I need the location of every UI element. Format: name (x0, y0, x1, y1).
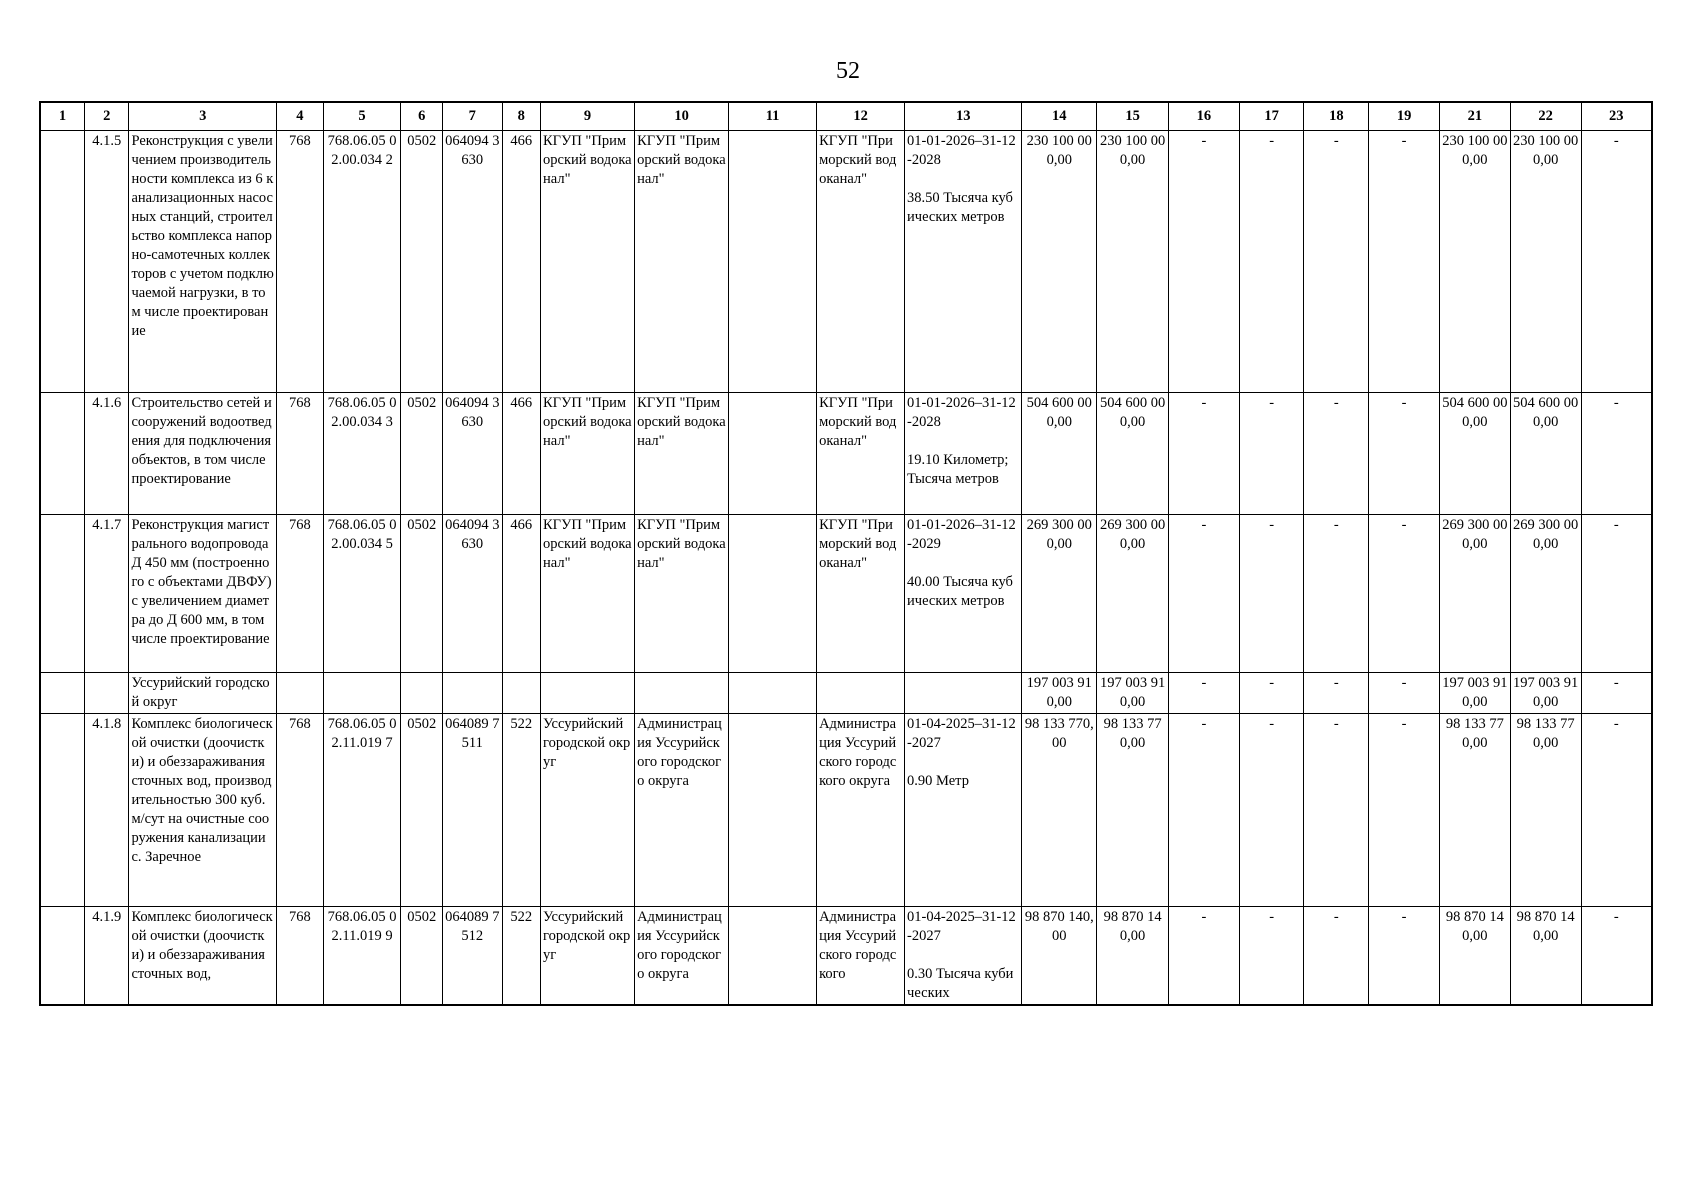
cell-c8: 466 (502, 515, 540, 673)
cell-c12: Администрация Уссурийского городского округа (817, 714, 905, 907)
cell-c11 (729, 714, 817, 907)
cell-c11 (729, 515, 817, 673)
column-header: 9 (541, 102, 635, 131)
cell-c22: 504 600 000,00 (1510, 393, 1581, 515)
period-text: 01-01-2026–31-12-2029 (907, 517, 1016, 552)
cell-c15: 230 100 000,00 (1097, 131, 1169, 393)
cell-c14: 197 003 910,00 (1022, 673, 1097, 714)
cell-col-1 (40, 515, 84, 673)
cell-c15: 197 003 910,00 (1097, 673, 1169, 714)
cell-c12: КГУП "Приморский водоканал" (817, 515, 905, 673)
table-row (40, 673, 1652, 714)
cell-c15: 98 870 140,00 (1097, 907, 1169, 1006)
cell-c14: 230 100 000,00 (1022, 131, 1097, 393)
cell-c22: 197 003 910,00 (1510, 673, 1581, 714)
page-number: 52 (836, 58, 860, 84)
cell-c7: 064089 7512 (442, 907, 502, 1006)
cell-c6: 0502 (401, 393, 442, 515)
cell-c15: 504 600 000,00 (1097, 393, 1169, 515)
cell-c19: - (1369, 515, 1440, 673)
cell-c22: 230 100 000,00 (1510, 131, 1581, 393)
column-header: 2 (84, 102, 128, 131)
cell-c7 (442, 673, 502, 714)
cell-period-capacity (905, 393, 1022, 515)
cell-c4 (277, 673, 324, 714)
cell-c8: 466 (502, 131, 540, 393)
cell-name: Уссурийский городской округ (129, 673, 277, 714)
cell-c11 (729, 907, 817, 1006)
column-header: 4 (277, 102, 324, 131)
cell-c21: 197 003 910,00 (1439, 673, 1510, 714)
cell-c23: - (1581, 515, 1652, 673)
period-text: 01-01-2026–31-12-2028 (907, 395, 1016, 430)
cell-c9: Уссурийский городской округ (541, 714, 635, 907)
capacity-text: 38.50 Тысяча кубических метров (907, 190, 1013, 225)
cell-number: 4.1.8 (84, 714, 128, 907)
column-header: 14 (1022, 102, 1097, 131)
cell-c16: - (1168, 515, 1239, 673)
cell-c15: 269 300 000,00 (1097, 515, 1169, 673)
cell-c17: - (1239, 714, 1304, 907)
cell-c12: КГУП "Приморский водоканал" (817, 393, 905, 515)
cell-number: 4.1.9 (84, 907, 128, 1006)
cell-c14: 98 133 770,00 (1022, 714, 1097, 907)
cell-c17: - (1239, 673, 1304, 714)
cell-c23: - (1581, 393, 1652, 515)
cell-c10 (635, 673, 729, 714)
cell-c8 (502, 673, 540, 714)
cell-c17: - (1239, 131, 1304, 393)
cell-c22: 98 870 140,00 (1510, 907, 1581, 1006)
cell-c10: КГУП "Приморский водоканал" (635, 393, 729, 515)
capacity-text: 0.30 Тысяча кубических (907, 966, 1014, 1001)
cell-c6: 0502 (401, 131, 442, 393)
cell-c16: - (1168, 714, 1239, 907)
cell-c9: КГУП "Приморский водоканал" (541, 131, 635, 393)
cell-c18: - (1304, 714, 1369, 907)
period-text: 01-04-2025–31-12-2027 (907, 716, 1016, 751)
column-header: 5 (323, 102, 401, 131)
cell-c4: 768 (277, 393, 324, 515)
cell-c19: - (1369, 131, 1440, 393)
cell-c5 (323, 673, 401, 714)
capacity-text: 19.10 Километр; Тысяча метров (907, 452, 1009, 487)
table-row (40, 393, 1652, 515)
cell-c14: 269 300 000,00 (1022, 515, 1097, 673)
cell-c21: 98 133 770,00 (1439, 714, 1510, 907)
cell-c19: - (1369, 714, 1440, 907)
cell-number: 4.1.7 (84, 515, 128, 673)
cell-name: Комплекс биологической очистки (доочистки) и обеззараживания сточных вод, (129, 907, 277, 1006)
table-row (40, 131, 1652, 393)
cell-c4: 768 (277, 131, 324, 393)
cell-c23: - (1581, 907, 1652, 1006)
cell-c11 (729, 393, 817, 515)
cell-c10: Администрация Уссурийского городского округа (635, 714, 729, 907)
cell-c8: 466 (502, 393, 540, 515)
cell-c6: 0502 (401, 907, 442, 1006)
cell-c4: 768 (277, 515, 324, 673)
column-header: 19 (1369, 102, 1440, 131)
cell-name: Комплекс биологической очистки (доочистки) и обеззараживания сточных вод, производительностью 300 куб. м/сут на очистные сооружения канализации с. Заречное (129, 714, 277, 907)
cell-c5: 768.06.05 02.00.034 3 (323, 393, 401, 515)
cell-number: 4.1.5 (84, 131, 128, 393)
column-header: 16 (1168, 102, 1239, 131)
cell-c23: - (1581, 714, 1652, 907)
cell-c19: - (1369, 907, 1440, 1006)
cell-number (84, 673, 128, 714)
cell-c21: 98 870 140,00 (1439, 907, 1510, 1006)
cell-c6: 0502 (401, 515, 442, 673)
cell-c4: 768 (277, 714, 324, 907)
cell-c16: - (1168, 393, 1239, 515)
cell-c18: - (1304, 673, 1369, 714)
cell-c10: КГУП "Приморский водоканал" (635, 515, 729, 673)
cell-c22: 98 133 770,00 (1510, 714, 1581, 907)
cell-c12: КГУП "Приморский водоканал" (817, 131, 905, 393)
cell-c9: КГУП "Приморский водоканал" (541, 515, 635, 673)
cell-c5: 768.06.05 02.00.034 5 (323, 515, 401, 673)
cell-c19: - (1369, 393, 1440, 515)
cell-c18: - (1304, 131, 1369, 393)
cell-c4: 768 (277, 907, 324, 1006)
column-header: 15 (1097, 102, 1169, 131)
cell-c9: Уссурийский городской округ (541, 907, 635, 1006)
cell-c7: 064094 3630 (442, 131, 502, 393)
cell-c10: КГУП "Приморский водоканал" (635, 131, 729, 393)
cell-c21: 230 100 000,00 (1439, 131, 1510, 393)
cell-c7: 064089 7511 (442, 714, 502, 907)
cell-col-1 (40, 907, 84, 1006)
objects-table (39, 101, 1653, 1006)
cell-c17: - (1239, 515, 1304, 673)
column-header: 18 (1304, 102, 1369, 131)
cell-c8: 522 (502, 714, 540, 907)
period-text: 01-04-2025–31-12-2027 (907, 909, 1016, 944)
cell-col-1 (40, 673, 84, 714)
column-header: 23 (1581, 102, 1652, 131)
cell-c22: 269 300 000,00 (1510, 515, 1581, 673)
cell-period-capacity (905, 714, 1022, 907)
cell-c5: 768.06.05 02.11.019 7 (323, 714, 401, 907)
cell-c11 (729, 131, 817, 393)
capacity-text: 40.00 Тысяча кубических метров (907, 574, 1013, 609)
cell-name: Реконструкция с увеличением производительности комплекса из 6 канализационных насосных станций, строительство комплекса напорно-самотечных коллекторов с учетом подключаемой нагрузки, в том числе проектирование (129, 131, 277, 393)
header-row (40, 102, 1652, 131)
cell-c12 (817, 673, 905, 714)
cell-c18: - (1304, 515, 1369, 673)
cell-c15: 98 133 770,00 (1097, 714, 1169, 907)
cell-col-1 (40, 393, 84, 515)
cell-c21: 504 600 000,00 (1439, 393, 1510, 515)
cell-c18: - (1304, 907, 1369, 1006)
cell-number: 4.1.6 (84, 393, 128, 515)
cell-c23: - (1581, 673, 1652, 714)
cell-period-capacity (905, 131, 1022, 393)
column-header: 1 (40, 102, 84, 131)
cell-c5: 768.06.05 02.00.034 2 (323, 131, 401, 393)
column-header: 7 (442, 102, 502, 131)
cell-c17: - (1239, 393, 1304, 515)
column-header: 17 (1239, 102, 1304, 131)
cell-col-1 (40, 131, 84, 393)
cell-c7: 064094 3630 (442, 393, 502, 515)
cell-c10: Администрация Уссурийского городского округа (635, 907, 729, 1006)
cell-c6: 0502 (401, 714, 442, 907)
cell-col-1 (40, 714, 84, 907)
column-header: 10 (635, 102, 729, 131)
cell-c19: - (1369, 673, 1440, 714)
cell-name: Реконструкция магистрального водопровода Д 450 мм (построенного с объектами ДВФУ) с увеличением диаметра до Д 600 мм, в том числе проектирование (129, 515, 277, 673)
cell-c14: 98 870 140,00 (1022, 907, 1097, 1006)
cell-c16: - (1168, 131, 1239, 393)
cell-c9: КГУП "Приморский водоканал" (541, 393, 635, 515)
cell-c7: 064094 3630 (442, 515, 502, 673)
column-header: 22 (1510, 102, 1581, 131)
table-row (40, 714, 1652, 907)
column-header: 13 (905, 102, 1022, 131)
table-row (40, 907, 1652, 1006)
column-header: 12 (817, 102, 905, 131)
capacity-text: 0.90 Метр (907, 773, 969, 789)
cell-c12: Администрация Уссурийского городского (817, 907, 905, 1006)
cell-c8: 522 (502, 907, 540, 1006)
cell-period-capacity (905, 515, 1022, 673)
cell-c5: 768.06.05 02.11.019 9 (323, 907, 401, 1006)
cell-period-capacity (905, 673, 1022, 714)
cell-c16: - (1168, 673, 1239, 714)
cell-c6 (401, 673, 442, 714)
cell-c23: - (1581, 131, 1652, 393)
column-header: 3 (129, 102, 277, 131)
cell-name: Строительство сетей и сооружений водоотведения для подключения объектов, в том числе проектирование (129, 393, 277, 515)
cell-c11 (729, 673, 817, 714)
cell-c21: 269 300 000,00 (1439, 515, 1510, 673)
table-row (40, 515, 1652, 673)
cell-c16: - (1168, 907, 1239, 1006)
column-header: 8 (502, 102, 540, 131)
cell-c9 (541, 673, 635, 714)
period-text: 01-01-2026–31-12-2028 (907, 133, 1016, 168)
cell-c17: - (1239, 907, 1304, 1006)
cell-c18: - (1304, 393, 1369, 515)
column-header: 11 (729, 102, 817, 131)
cell-c14: 504 600 000,00 (1022, 393, 1097, 515)
column-header: 21 (1439, 102, 1510, 131)
cell-period-capacity (905, 907, 1022, 1006)
column-header: 6 (401, 102, 442, 131)
